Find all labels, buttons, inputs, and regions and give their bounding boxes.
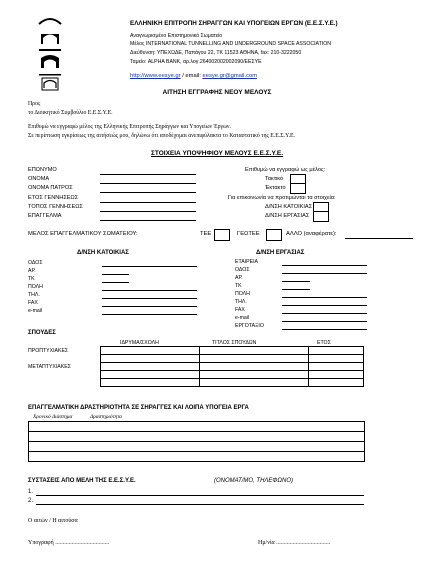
work-city-label: ΠΟΛΗ: [235, 291, 250, 297]
work-phone-label: ΤΗΛ.: [235, 299, 247, 305]
membership-wish-label: Επιθυμώ να εγγραφώ ως μέλος:: [245, 167, 326, 173]
email-link[interactable]: eesye.gr@gmail.com: [202, 73, 258, 79]
home-phone-label: ΤΗΛ.: [28, 292, 40, 298]
form-title: ΑΙΤΗΣΗ ΕΓΓΡΑΦΗΣ ΝΕΟΥ ΜΕΛΟΥΣ: [162, 89, 272, 96]
home-number-label: ΑΡ.: [28, 268, 36, 274]
field-surname[interactable]: [100, 174, 196, 175]
studies-cell[interactable]: [101, 363, 200, 371]
home-city-field[interactable]: [102, 290, 197, 291]
membership-regular-label: Τακτικό: [265, 176, 284, 182]
work-city-field[interactable]: [282, 297, 367, 298]
studies-cell[interactable]: [101, 379, 200, 387]
recommendation-1-field[interactable]: [36, 495, 364, 496]
home-fax-field[interactable]: [102, 306, 197, 307]
signature-field[interactable]: Υπογραφή ....................................: [28, 540, 110, 546]
section-candidate-title: ΣΤΟΙΧΕΙΑ ΥΠΟΨΗΦΙΟΥ ΜΕΛΟΥΣ Ε.Ε.Σ.Υ.Ε.: [150, 150, 284, 157]
intro-paragraph-1: Επιθυμώ να εγγραφώ μέλος της Ελληνικής Επιτροπής Σηράγγων και Υπογείων Έργων.: [28, 124, 231, 130]
field-label-surname: ΕΠΩΝΥΜΟ: [28, 167, 57, 173]
work-email-field[interactable]: [282, 321, 367, 322]
work-site-field[interactable]: [282, 329, 367, 330]
contact-preference-label: Για επικοινωνία να προτιμώνται τα στοιχεία:: [228, 195, 336, 201]
work-email-label: e-mail: [235, 315, 250, 321]
addressee-line2: το Διοικητικό Συμβούλιο Ε.Ε.Σ.Υ.Ε.: [28, 110, 113, 116]
org-subtitle: Αναγνωρισμένο Επιστημονικό Σωματείο: [130, 33, 223, 39]
recommendation-1-number: 1.: [28, 489, 34, 495]
studies-cell[interactable]: [309, 363, 364, 371]
studies-cell[interactable]: [101, 355, 200, 363]
field-name[interactable]: [100, 183, 196, 184]
contact-work-checkbox[interactable]: [313, 211, 329, 222]
studies-cell[interactable]: [101, 371, 200, 379]
org-membership: Μέλος INTERNATIONAL TUNNELLING AND UNDERGROUND SPACE ASSOCIATION: [130, 41, 332, 47]
union-geotee-label: ΓΕΩΤΕΕ: [237, 231, 260, 237]
home-number-field[interactable]: [102, 274, 129, 275]
studies-cell[interactable]: [309, 355, 364, 363]
studies-cell[interactable]: [200, 363, 309, 371]
contact-work-label: Δ/ΝΣΗ ΕΡΓΑΣΙΑΣ: [265, 213, 310, 219]
work-number-field[interactable]: [282, 281, 310, 282]
applicant-label: Ο αιτών / Η αιτούσα: [28, 518, 78, 524]
studies-cell[interactable]: [200, 347, 309, 355]
work-postcode-label: ΤΚ: [235, 283, 242, 289]
recommendations-subtitle: (ΟΝΟΜΑΤ/ΜΟ, ΤΗΛΕΦΩΝΟ): [214, 478, 293, 484]
org-bank: Ταμείο: ALPHA BANK, αρ.λογ.264002002002090/ΕΕΣΥΕ: [130, 59, 262, 65]
website-link[interactable]: http://www.eesye.gr: [130, 73, 181, 79]
experience-col-period: Χρονικό Διάστημα: [33, 414, 73, 420]
field-birth-year[interactable]: [100, 202, 196, 203]
contact-home-label: Δ/ΝΣΗ ΚΑΤΟΙΚΙΑΣ: [265, 204, 313, 210]
org-contact: [130, 73, 257, 79]
studies-row-postgrad: ΜΕΤΑΠΤΥΧΙΑΚΕΣ: [28, 364, 71, 370]
recommendations-title: ΣΥΣΤΑΣΕΙΣ ΑΠΟ ΜΕΛΗ ΤΗΣ Ε.Ε.Σ.Υ.Ε.: [28, 478, 136, 484]
experience-table: [28, 421, 365, 462]
studies-cell[interactable]: [309, 371, 364, 379]
union-tee-checkbox[interactable]: [214, 229, 230, 241]
studies-table: [100, 346, 364, 387]
union-tee-label: ΤΕΕ: [200, 231, 212, 237]
home-postcode-field[interactable]: [102, 282, 129, 283]
work-street-field[interactable]: [282, 273, 367, 274]
work-company-field[interactable]: [282, 265, 367, 266]
union-geotee-checkbox[interactable]: [266, 229, 282, 241]
studies-col-year: ΕΤΟΣ: [317, 340, 331, 346]
date-field[interactable]: Ημ/νία ....................................: [258, 540, 331, 546]
work-site-label: ΕΡΓΟΤΑΞΙΟ: [235, 323, 264, 329]
studies-cell[interactable]: [309, 379, 364, 387]
field-label-birth-place: ΤΟΠΟΣ ΓΕΝΝΗΣΕΩΣ: [28, 204, 83, 210]
home-city-label: ΠΟΛΗ: [28, 284, 43, 290]
work-number-label: ΑΡ.: [235, 275, 243, 281]
intro-paragraph-2: Σε περίπτωση εγκρίσεως της αιτήσεώς μου, δηλώνω ότι αποδέχομαι ανεπιφύλακτα το Καταστατικό της Ε.Ε.Σ.Υ.Ε.: [28, 133, 296, 139]
work-phone-field[interactable]: [282, 305, 367, 306]
eesye-logo: [36, 16, 64, 96]
org-title: ΕΛΛΗΝΙΚΗ ΕΠΙΤΡΟΠΗ ΣΗΡΑΓΓΩΝ ΚΑΙ ΥΠΟΓΕΙΩΝ ΕΡΓΩΝ (Ε.Ε.Σ.Υ.Ε.): [130, 20, 338, 27]
studies-row-undergrad: ΠΡΟΠΤΥΧΙΑΚΕΣ: [28, 348, 69, 354]
work-postcode-field[interactable]: [282, 289, 310, 290]
studies-cell[interactable]: [200, 355, 309, 363]
experience-title: ΕΠΑΓΓΕΛΜΑΤΙΚΗ ΔΡΑΣΤΗΡΙΟΤΗΤΑ ΣΕ ΣΗΡΑΓΓΕΣ ΚΑΙ ΛΟΙΠΑ ΥΠΟΓΕΙΑ ΕΡΓΑ: [28, 405, 249, 411]
email-separator: / email:: [180, 73, 203, 79]
home-street-label: ΟΔΟΣ: [28, 260, 43, 266]
experience-col-activity: Δραστηριότητα: [90, 414, 122, 420]
studies-cell[interactable]: [200, 371, 309, 379]
work-fax-field[interactable]: [282, 313, 367, 314]
home-postcode-label: ΤΚ: [28, 276, 35, 282]
membership-extra-checkbox[interactable]: [290, 183, 306, 194]
recommendation-2-field[interactable]: [36, 504, 364, 505]
experience-row[interactable]: [29, 432, 365, 442]
field-label-father-name: ΟΝΟΜΑ ΠΑΤΡΟΣ: [28, 185, 73, 191]
experience-row[interactable]: [29, 452, 365, 462]
recommendation-2-number: 2.: [28, 498, 34, 504]
work-street-label: ΟΔΟΣ: [235, 267, 250, 273]
field-profession[interactable]: [100, 220, 196, 221]
work-address-title: Δ/ΝΣΗ ΕΡΓΑΣΙΑΣ: [256, 250, 305, 256]
union-other-label: ΑΛΛΟ (αναφέρατε):: [286, 231, 337, 237]
home-email-field[interactable]: [102, 314, 197, 315]
home-email-label: e-mail: [28, 308, 43, 314]
studies-title: ΣΠΟΥΔΕΣ: [28, 330, 56, 336]
work-company-label: ΕΤΑΙΡΕΙΑ: [235, 259, 258, 265]
studies-cell[interactable]: [200, 379, 309, 387]
experience-row[interactable]: [29, 442, 365, 452]
work-fax-label: FAX: [235, 307, 245, 313]
field-birth-place[interactable]: [100, 211, 196, 212]
org-address: Διεύθυνση: ΥΠΕΧΩΔΕ, Παπάγου 22, ΤΚ 11523 ΑΘΗΝΑ, fax: 210-3222050: [130, 50, 302, 56]
union-label: ΜΕΛΟΣ ΕΠΑΓΓΕΛΜΑΤΙΚΟΥ ΣΩΜΑΤΕΙΟΥ:: [28, 231, 138, 237]
field-label-profession: ΕΠΑΓΓΕΛΜΑ: [28, 213, 62, 219]
membership-extra-label: Έκτακτο: [265, 185, 286, 191]
home-street-field[interactable]: [102, 266, 197, 267]
home-phone-field[interactable]: [102, 298, 197, 299]
studies-cell[interactable]: [309, 347, 364, 355]
studies-col-degree: ΤΙΤΛΟΣ ΣΠΟΥΔΩΝ: [212, 340, 257, 346]
addressee-line1: Προς: [28, 101, 41, 107]
experience-row[interactable]: [29, 422, 365, 432]
field-label-birth-year: ΕΤΟΣ ΓΕΝΝΗΣΕΩΣ: [28, 195, 79, 201]
field-label-name: ΟΝΟΜΑ: [28, 176, 50, 182]
home-fax-label: FAX: [28, 300, 38, 306]
field-father-name[interactable]: [100, 192, 196, 193]
home-address-title: Δ/ΝΣΗ ΚΑΤΟΙΚΙΑΣ: [77, 250, 129, 256]
studies-cell[interactable]: [101, 347, 200, 355]
union-other-field[interactable]: [345, 238, 413, 239]
studies-col-institution: ΙΔΡΥΜΑ/ΣΧΟΛΗ: [120, 340, 159, 346]
